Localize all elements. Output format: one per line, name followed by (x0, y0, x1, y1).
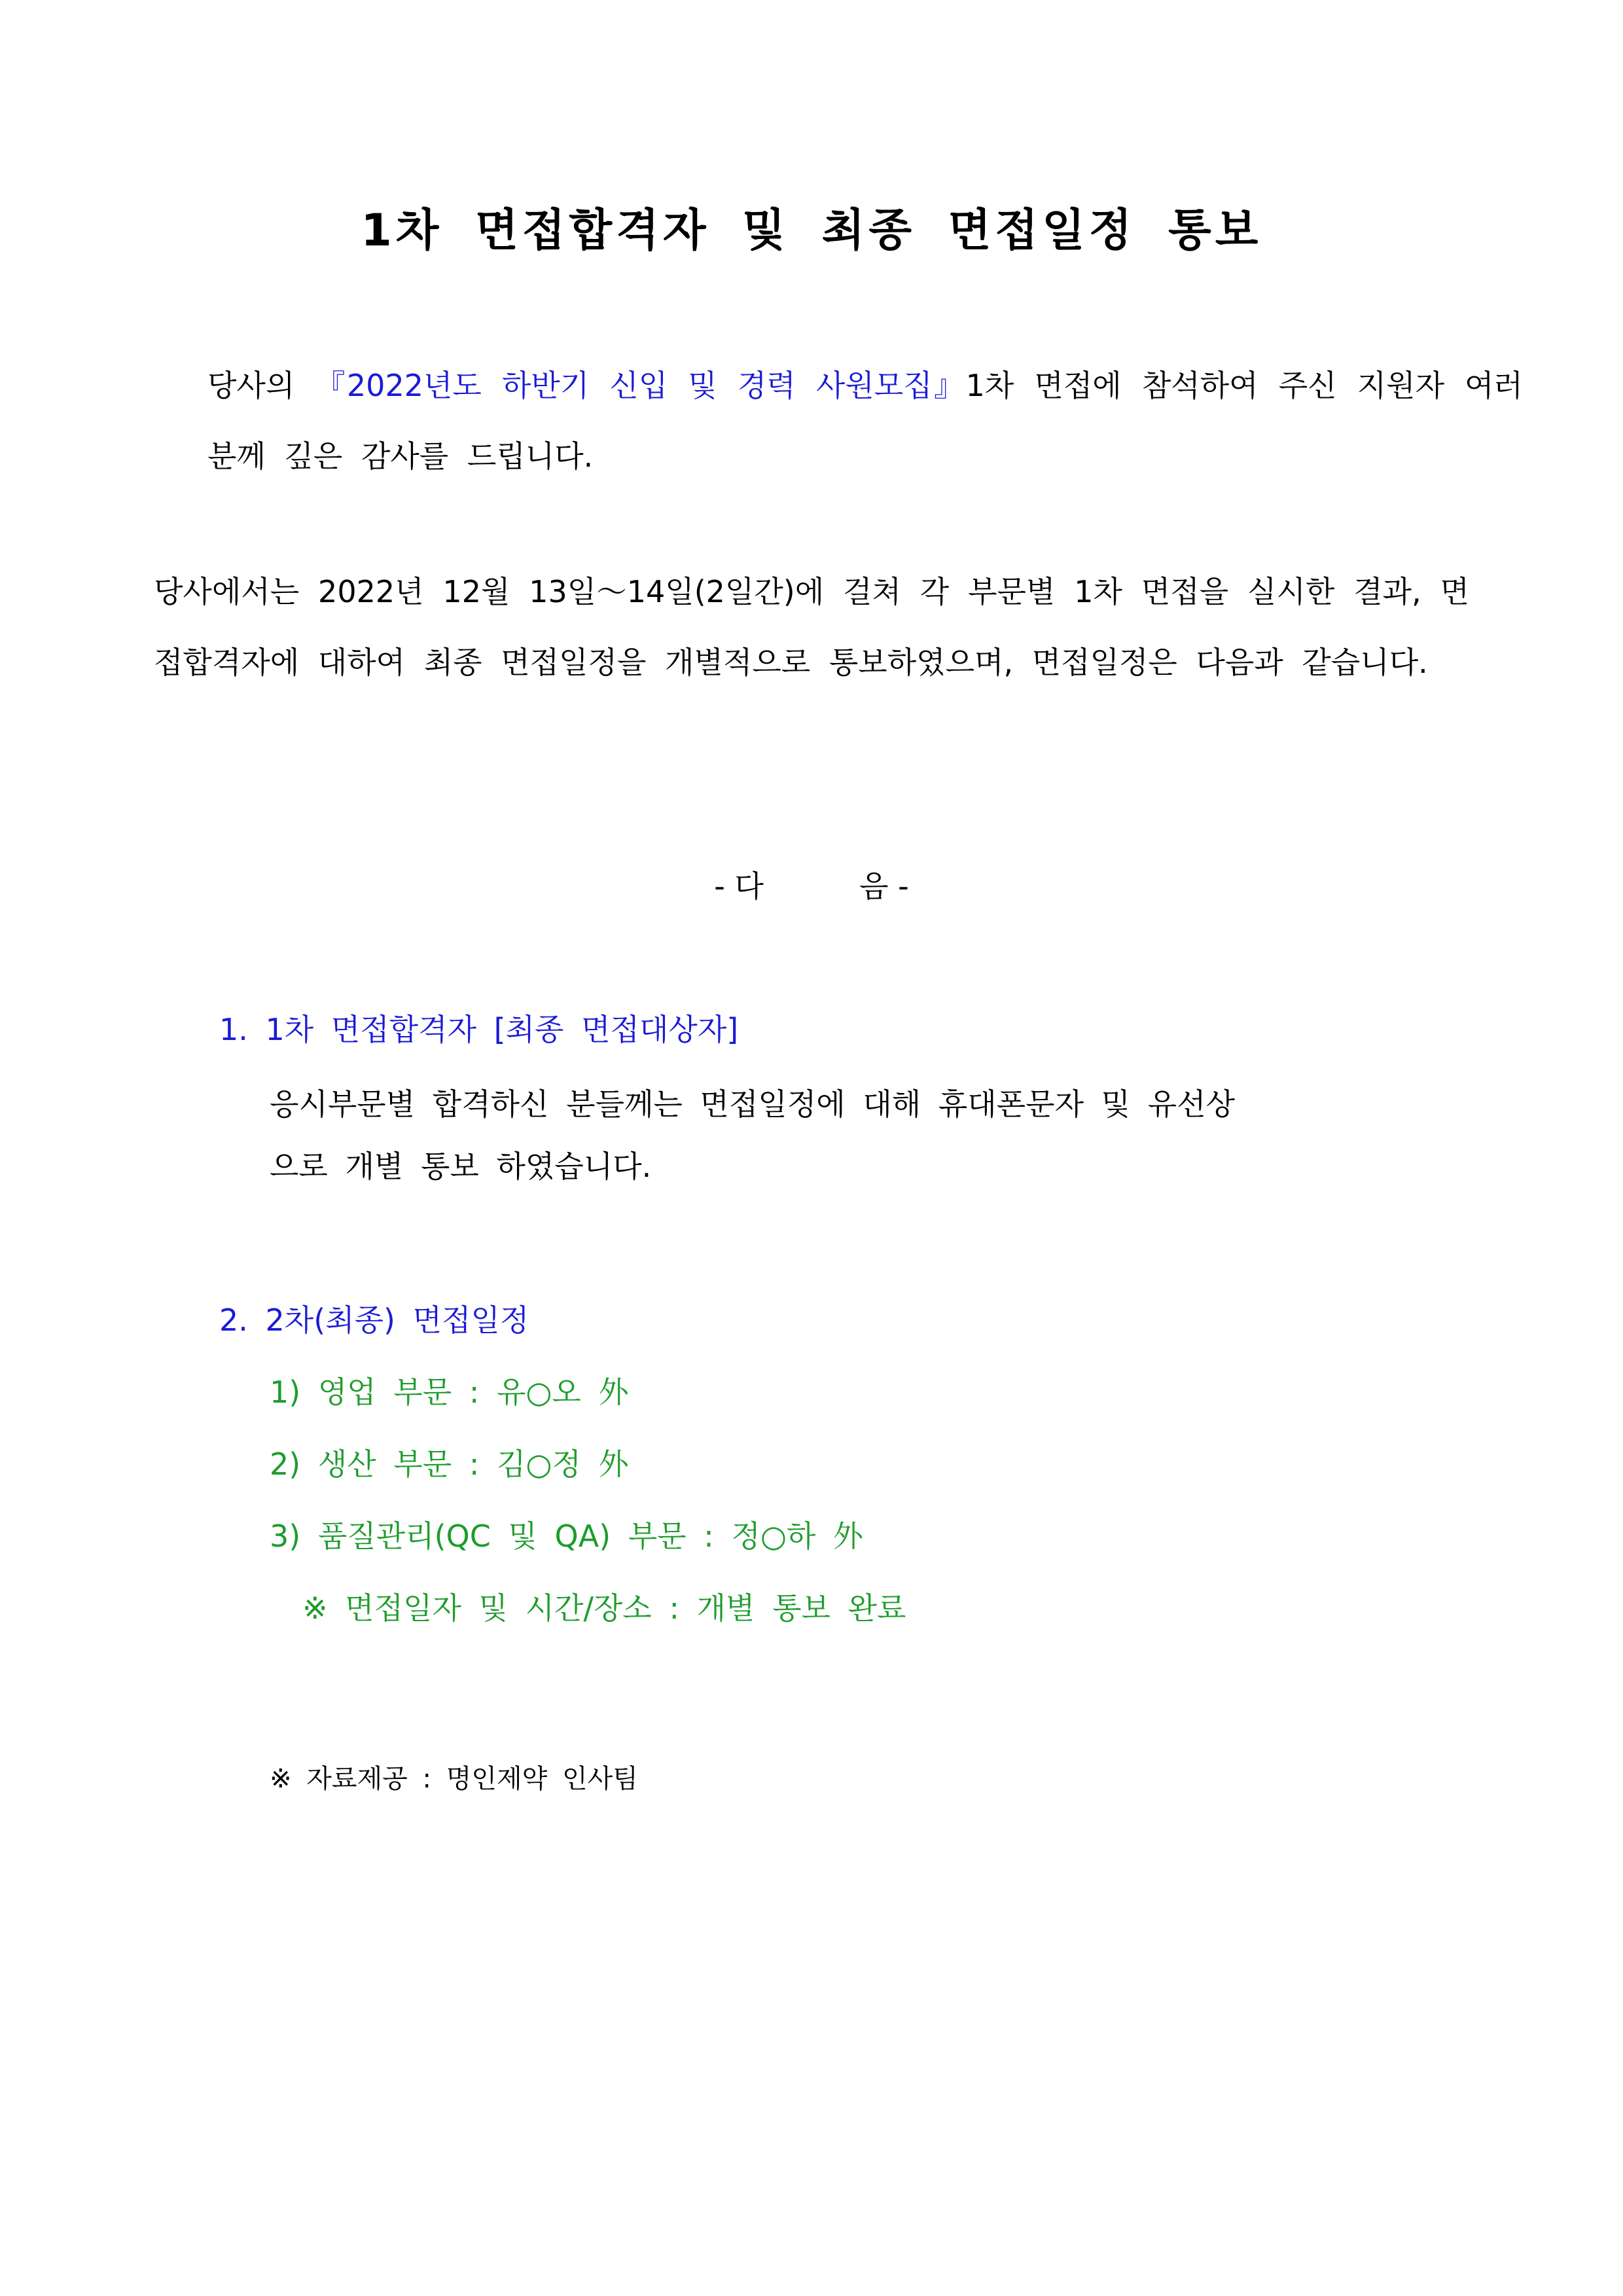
source-credit: ※ 자료제공 : 명인제약 인사팀 (270, 1764, 638, 1794)
schedule-item-quality: 3) 품질관리(QC 및 QA) 부문 : 정○하 外 (270, 1518, 864, 1554)
intro-paragraph (154, 350, 1523, 492)
result-paragraph: 당사에서는 2022년 12월 13일～14일(2일간)에 걸쳐 각 부문별 1차 면접을 실시한 결과, 면접합격자에 대하여 최종 면접일정을 개별적으로 통보하였으며, 면접일정은 다음과 같습니다. (154, 574, 1469, 680)
section1-body-line: 응시부문별 합격하신 분들께는 면접일정에 대해 휴대폰문자 및 유선상 (270, 1086, 1235, 1122)
section1-body-line: 으로 개별 통보 하였습니다. (270, 1149, 652, 1184)
intro-rest: 1차 면접에 참석하여 주신 지원자 여러분께 깊은 감사를 드립니다. (207, 368, 1523, 474)
page-title: 1차 면접합격자 및 최종 면접일정 통보 (361, 205, 1262, 257)
recruitment-title: 『2022년도 하반기 신입 및 경력 사원모집』 (315, 368, 966, 403)
section1-body (270, 1073, 1235, 1198)
intro-lead: 당사의 (207, 368, 315, 403)
schedule-item-sales: 1) 영업 부문 : 유○오 外 (270, 1374, 629, 1410)
schedule-note: ※ 면접일자 및 시간/장소 : 개별 통보 완료 (302, 1590, 906, 1626)
section1-heading: 1. 1차 면접합격자 [최종 면접대상자] (219, 1012, 739, 1047)
schedule-item-production: 2) 생산 부문 : 김○정 外 (270, 1446, 629, 1482)
following-marker: - 다 음 - (714, 869, 909, 904)
section2-heading: 2. 2차(최종) 면접일정 (219, 1302, 529, 1338)
